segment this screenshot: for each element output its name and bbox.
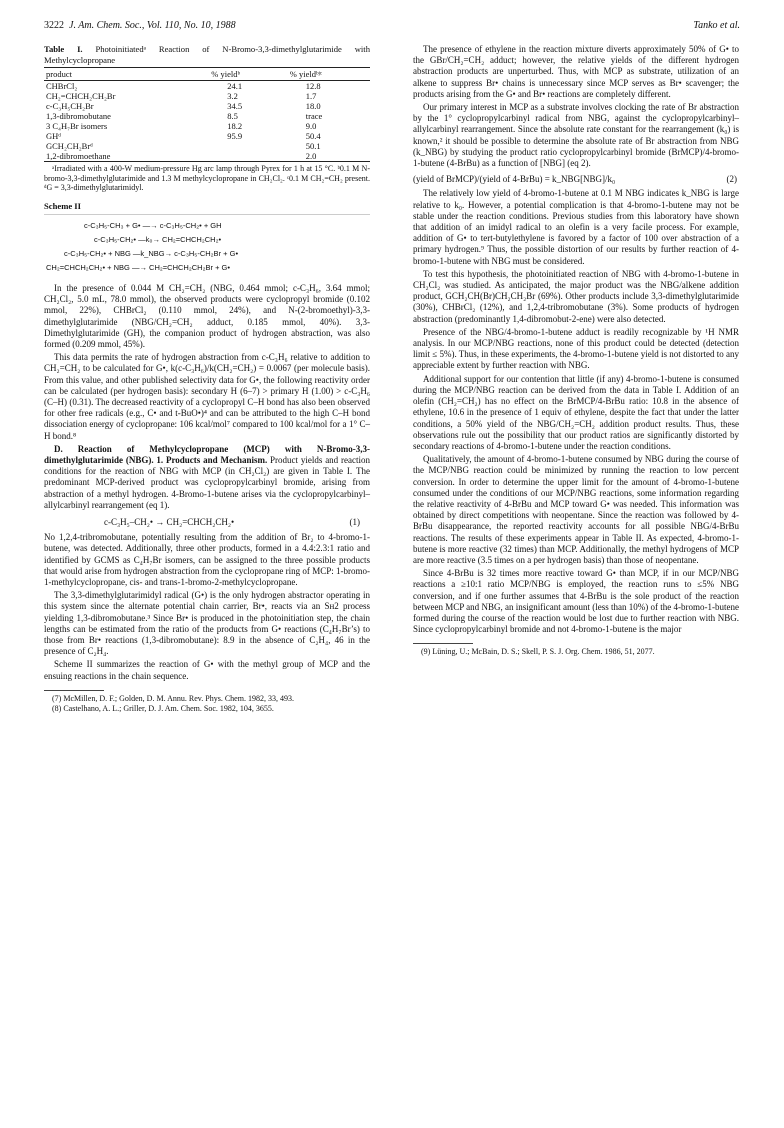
paragraph: This data permits the rate of hydrogen abstraction from c-C₃H₆ relative to addition to CH₂=CH₂ to be calculated for G•, k(c-C₃H₆)/k(CH₂=CH₂) = 0.0067 (per molecule basis). From this value, and other published selectivity data for G•, the following reactivity order can be calculated (per hydrogen basis): secondary H (6–7) > primary H (1.00) > c-C₃H₆ (C–H) (0.31). The decreased reactivity of a cyclopropyl C–H bond has also been observed for other free radicals (e.g., C• and t-BuO•)⁴ and can be attributed to the high C–H bond dissociation energy of cyclopropane: 106 kcal/mol⁷ compared to 100 kcal/mol for a 1° C–H bond.⁸ [44, 352, 370, 441]
scheme-line: c-C₃H₅-CH₂• —k₀→ CH₂=CHCH₂CH₂• [94, 234, 222, 244]
cell-yield-c: 9.0 [305, 121, 317, 131]
cell-yield-c: 18.0 [305, 101, 321, 111]
scheme-line: c-C₃H₅-CH₂• + NBG —k_NBG→ c-C₃H₅-CH₂Br + G• [64, 248, 239, 258]
table-row [44, 131, 370, 141]
journal-volume: Vol. 110, No. 10, 1988 [146, 20, 236, 31]
cell-yield-c: 50.1 [305, 141, 321, 151]
equation-formula: c-C₃H₅–CH₂• → CH₂=CHCH₂CH₂• [104, 517, 235, 528]
table-row [44, 91, 370, 101]
section-d-text: Product yields and reaction conditions for the reaction of NBG with MCP (in CH₂Cl₂) are given in Table I. The predominant MCP-derived product was cyclopropylcarbinyl bromide, arising from abstraction of a methyl hydrogen. 4-Bromo-1-butene arises via the cyclopropylcarbinyl–allylcarbinyl rearrangement (eq 1). [44, 455, 370, 510]
cell-yield-c: 1.7 [305, 91, 317, 101]
paragraph: Scheme II summarizes the reaction of G• with the methyl group of MCP and the ensuing reactions in the chain sequence. [44, 659, 370, 681]
paragraph: To test this hypothesis, the photoinitiated reaction of NBG with 4-bromo-1-butene in CH₂Cl₂ was studied. As anticipated, the major product was the NBG/alkene addition product, GCH₂CH(Br)CH₂CH₂Br (69%). Other products include 3,3-dimethylglutarimide (30%), CHBrCl₂ (12%), and 1,2,4-tribromobutane (3%). Some products of hydrogen abstraction (predominantly 1,4-dibromobut-2-ene) were also detected. [413, 268, 739, 324]
footnotes-right [413, 647, 739, 657]
cell-yield: 34.5 [227, 101, 243, 111]
table-row [44, 141, 370, 151]
running-header-authors: Tanko et al. [693, 20, 740, 31]
equation-2 [413, 171, 739, 188]
scheme-line: c-C₃H₅-CH₃ + G• —→ c-C₃H₅-CH₂• + GH [84, 220, 222, 230]
table-row [44, 101, 370, 111]
cell-yield-c: trace [305, 111, 323, 121]
cell-product: 1,2-dibromoethane [44, 151, 209, 162]
cell-yield: 8.5 [227, 111, 238, 121]
equation-number: (1) [349, 517, 360, 528]
cell-product: GCH₂CH₂Brᵈ [46, 141, 93, 151]
paragraph: Presence of the NBG/4-bromo-1-butene adduct is readily recognizable by ¹H NMR analysis. In our MCP/NBG reactions, none of this product could be detected (detection limit ≤ 5%). Thus, in these experiments, the 4-bromo-1-butene yield is not distorted to any appreciable extent by further reaction with NBG. [413, 326, 739, 371]
cell-product: 3 C₄H₇Br isomers [46, 121, 108, 131]
paragraph: No 1,2,4-tribromobutane, potentially resulting from the addition of Br₂ to 4-bromo-1-butene, was detected. Additionally, three other products, formed in a 4.4:2.3:1 ratio and identified by GCMS as C₄H₇Br isomers, can be assigned to the three possible products that would arise from hydrogen abstraction from the cyclopropane ring of MCP: 1-bromo-1-methylcyclopropane, cis- and trans-1-bromo-2-methylcyclopropane. [44, 532, 370, 588]
scheme2 [44, 219, 370, 275]
cell-yield-c: 12.8 [305, 81, 321, 91]
scheme-line: CH₂=CHCH₂CH₂• + NBG —→ CH₂=CHCH₂CH₂Br + G• [46, 262, 230, 272]
footnote-divider [44, 690, 104, 691]
cell-yield-c: 50.4 [305, 131, 321, 141]
paragraph: In the presence of 0.044 M CH₂=CH₂ (NBG, 0.464 mmol; c-C₃H₆, 3.64 mmol; CH₂Cl₂, 5.0 mL, 78.0 mmol), the observed products were cyclopropyl bromide (0.102 mmol, 22%), CHBrCl₂ (0.110 mmol, 24%), and N-(2-bromoethyl)-3,3-dimethylglutarimide (NBG/CH₂=CH₂ adduct, 0.185 mmol, 40%). 3,3-Dimethylglutarimide (GH), the companion product of hydrogen abstraction, was also formed (0.209 mmol, 45%). [44, 282, 370, 349]
paragraph: Our primary interest in MCP as a substrate involves clocking the rate of Br abstraction by the 1° cyclopropylcarbinyl radical from NBG, against the cyclopropylcarbinyl–allylcarbinyl rearrangement. Since the absolute rate constant for the rearrangement (k₀) is known,² it should be possible to determine the absolute rate of Br abstraction from NBG (k_NBG) by studying the product ratio cyclopropylcarbinyl bromide (BrMCP)/4-bromo-1-butene (4-BrBu) as a function of [NBG] (eq 2). [413, 102, 739, 169]
cell-product: CHBrCl₂ [46, 81, 78, 91]
footnotes-left [44, 694, 370, 714]
equation-number: (2) [726, 174, 737, 185]
table1-label: Table I. [44, 44, 83, 54]
cell-yield: 24.1 [227, 81, 243, 91]
cell-yield [209, 151, 288, 162]
cell-product: GHᵈ [46, 131, 61, 141]
scheme2-title: Scheme II [44, 201, 370, 215]
left-column [44, 44, 370, 713]
table1-col-yield: % yieldᵇ [209, 68, 288, 81]
paragraph: The presence of ethylene in the reaction mixture diverts approximately 50% of G• to the GBr/CH₂=CH₂ adduct; however, the relative yields of the different hydrogen abstraction products are unperturbed. Thus, with MCP as substrate, utilization of an alkene to suppress Br• chains is unnecessary since MCP serves as Br• scavenger; the products arising from the G• and Br• reactions are completely different. [413, 44, 739, 99]
running-header-left [44, 20, 236, 31]
cell-product: CH₂=CHCH₂CH₂Br [46, 91, 116, 101]
section-heading: D. Reaction of Methylcyclopropane (MCP) with N-Bromo-3,3-dimethylglutarimide (NBG). 1. Products and Mechanism. [44, 443, 370, 466]
table1-col-product: product [44, 68, 209, 81]
equation-formula: (yield of BrMCP)/(yield of 4-BrBu) = k_NBG[NBG]/k₀ [413, 174, 616, 185]
table-row [44, 111, 370, 121]
table-row [44, 151, 370, 162]
equation-1 [44, 513, 370, 532]
table-row [44, 81, 370, 92]
cell-yield [209, 141, 288, 151]
paragraph: Additional support for our contention that little (if any) 4-bromo-1-butene is consumed during the MCP/NBG reaction can be derived from the data in Table I. Addition of an olefin (CH₂=CH₂) has no effect on the BrMCP/4-BrBu ratio: 10.8 in the absence of ethylene, 10.6 in the presence of 1 equiv of ethylene, despite the fact that under the latter conditions, a 50% yield of the NBG/CH₂=CH₂ addition product results. Thus, these observations rule out the possibility that our product ratios are significantly distorted by secondary reactions of 4-bromo-1-butene under the reaction conditions. [413, 373, 739, 451]
section-d-paragraph [44, 444, 370, 511]
right-column [413, 44, 739, 657]
table-row [44, 121, 370, 131]
paragraph: Qualitatively, the amount of 4-bromo-1-butene consumed by NBG during the course of the MCP/NBG reaction could be minimized by running the reaction to low percent conversion. In order to determine the upper limit for the amount of 4-bromo-1-butene consumed under the conditions of our MCP/NBG reactions, some information regarding the relative reactivity of 4-BrBu and MCP toward G• was needed. This information was obtained by direct competitions with neopentane. Since the reaction was followed by 4-BrBu disappearance, the reported reactivity accounts for all possible NBG/4-BrBu reactions. The results of these experiments appear in Table II. As expected, 4-bromo-1-butene is more reactive (32 times) than MCP. Additionally, the methyl hydrogens of MCP are more reactive (3.5 times on a per hydrogen basis) than those of neopentane. [413, 454, 739, 565]
cell-yield: 95.9 [227, 131, 243, 141]
table1-title: Photoinitiatedᵃ Reaction of N-Bromo-3,3-dimethylglutarimide with Methylcyclopropane [44, 44, 370, 65]
cell-product: 1,3-dibromobutane [46, 111, 111, 121]
cell-yield: 18.2 [227, 121, 243, 131]
cell-yield-c: 2.0 [288, 151, 370, 162]
paragraph: The relatively low yield of 4-bromo-1-butene at 0.1 M NBG indicates k_NBG is large relative to k₀. However, a potential complication is that 4-bromo-1-butene may not be stable under the reaction conditions. Previous studies from this laboratory have shown that addition of an imidyl radical to an olefin is a very facile process. For example, addition of G• to tert-butylethylene is favored by a factor of 100 over abstraction of a primary hydrogen.⁹ Thus, the possible distortion of our results by further reaction of 4-bromo-1-butene with NBG must be considered. [413, 188, 739, 266]
journal-name: J. Am. Chem. Soc., [69, 20, 145, 31]
table1-col-yield-ethylene: % yieldᵇʲᶜ [288, 68, 370, 81]
paragraph: Since 4-BrBu is 32 times more reactive toward G• than MCP, if in our MCP/NBG reactions a ≥10:1 ratio MCP/NBG is employed, the reaction runs to ≤5% NBG conversion, and if one further assumes that 4-BrBu is the sole product of the reaction between MCP and NBG, an insignificant amount (less than 10%) of the 4-bromo-1-butene formed during the course of the reaction would be lost due to further reaction with NBG. Since cyclopropylcarbinyl bromide and not 4-bromo-1-butene is the major [413, 568, 739, 635]
cell-yield: 3.2 [227, 91, 238, 101]
table1-footnotes [44, 164, 370, 193]
table1 [44, 67, 370, 162]
footnote: (8) Castelhano, A. L.; Griller, D. J. Am. Chem. Soc. 1982, 104, 3655. [52, 703, 274, 713]
table1-header-row [44, 68, 370, 81]
footnote: (7) McMillen, D. F.; Golden, D. M. Annu. Rev. Phys. Chem. 1982, 33, 493. [52, 693, 294, 703]
page-number: 3222 [44, 20, 64, 31]
footnote: (9) Lüning, U.; McBain, D. S.; Skell, P. S. J. Org. Chem. 1986, 51, 2077. [421, 647, 655, 657]
paragraph: The 3,3-dimethylglutarimidyl radical (G•) is the only hydrogen abstractor operating in this system since the alternate potential chain carrier, Br•, reacts via an Sʜ2 process yielding 1,3-dibromobutane.³ Since Br• is produced in the photoinitiation step, the chain lengths can be estimated from the ratio of the products from G• reactions (C₄H₇Br’s) to those from Br• reactions (1,3-dibromobutane): 8.9 in the absence of C₂H₄, 46 in the presence of C₂H₄. [44, 590, 370, 657]
table1-notes-text: ᵃIrradiated with a 400-W medium-pressure Hg arc lamp through Pyrex for 1 h at 15 °C. ᵇ0.1 M N-bromo-3,3-dimethylglutarimide and 1.3 M methylcyclopropane in CH₂Cl₂. ᶜ0.1 M CH₂=CH₂ present. ᵈG = 3,3-dimethylglutarimidyl. [44, 164, 370, 193]
cell-product: c-C₃H₅CH₂Br [46, 101, 94, 111]
table1-caption [44, 44, 370, 65]
footnote-divider [413, 643, 473, 644]
